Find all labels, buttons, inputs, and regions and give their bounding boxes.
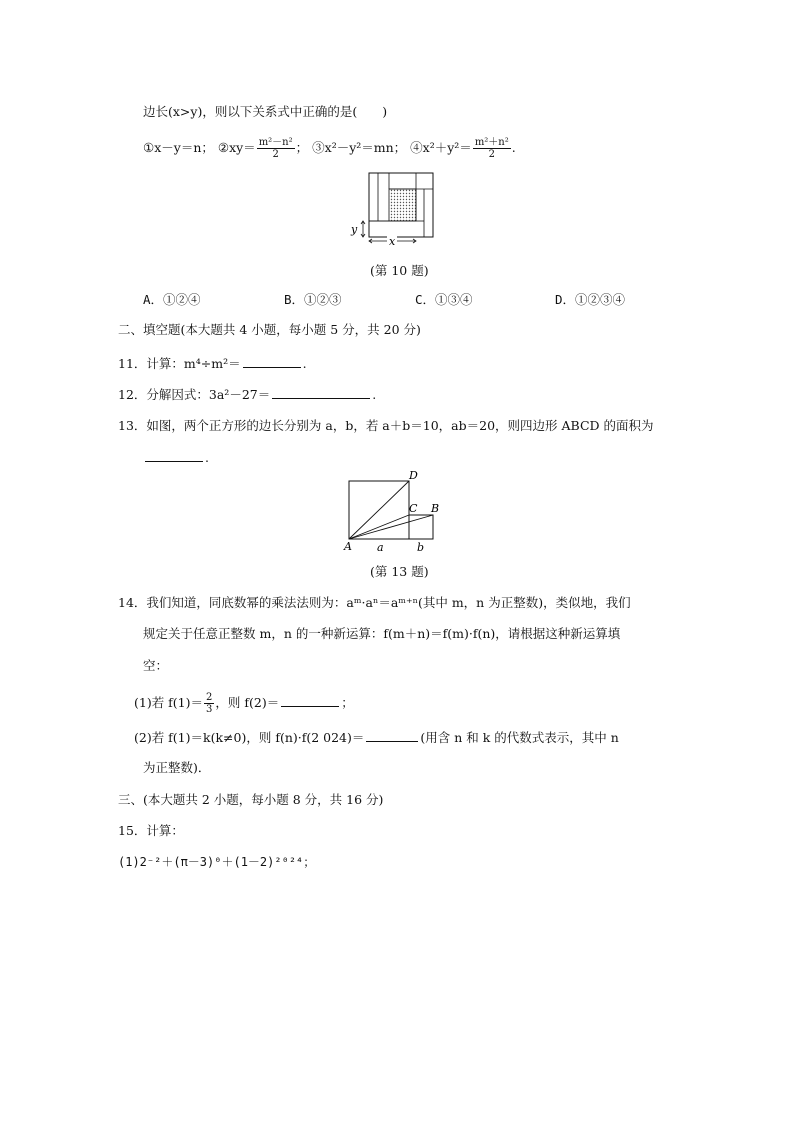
option-a: A．①②④ <box>143 292 201 307</box>
relation-2-fraction <box>257 137 295 160</box>
q15-stem: 15．计算： <box>118 823 184 838</box>
q14-p1-denominator: 3 <box>206 704 213 715</box>
q14-line2: 规定关于任意正整数 m，n 的一种新运算：f(m＋n)＝f(m)·f(n)，请根据这种新运算填 <box>143 626 621 641</box>
relation-4-lead: ④x²＋y²＝ <box>410 140 472 155</box>
section-3-heading: 三、(本大题共 2 小题，每小题 8 分，共 16 分) <box>118 792 384 807</box>
relation-2-lead: ②xy＝ <box>217 140 256 155</box>
q11-end: . <box>302 356 307 371</box>
q14-part2-line2: 为正整数)． <box>143 760 211 775</box>
q14-line1: 14．我们知道，同底数幂的乘法法则为：aᵐ·aⁿ＝aᵐ⁺ⁿ(其中 m，n 为正整数)，类似地，我们 <box>118 595 631 610</box>
label-C: C <box>409 502 418 515</box>
q14-p1-fraction <box>204 692 214 715</box>
q14-p2-lead: (2)若 f(1)＝k(k≠0)，则 f(n)·f(2 024)＝ <box>134 730 365 745</box>
q12-answer-blank <box>272 386 370 399</box>
q14-line3: 空： <box>143 658 169 673</box>
q15-part1: (1)2⁻²＋(π－3)⁰＋(1－2)²⁰²⁴； <box>118 855 316 869</box>
q10-relations <box>143 137 516 160</box>
option-d: D．①②③④ <box>555 292 626 307</box>
q11-answer-blank <box>243 355 301 368</box>
option-c: C．①③④ <box>415 292 473 307</box>
q12-end: . <box>372 387 377 402</box>
q14-p2-tail: (用含 n 和 k 的代数式表示，其中 n <box>420 730 619 745</box>
q11 <box>118 355 307 372</box>
relation-3: ③x²－y²＝mn； <box>312 140 407 155</box>
q13-end: . <box>205 450 209 465</box>
q13-answer-blank <box>145 449 203 462</box>
q14-part1 <box>134 692 354 715</box>
relation-1: ①x－y＝n； <box>143 140 214 155</box>
label-x: x <box>389 235 396 248</box>
q14-p1-answer-blank <box>281 694 339 707</box>
q14-p2-answer-blank <box>366 729 418 742</box>
section-2-heading: 二、填空题(本大题共 4 小题，每小题 5 分，共 20 分) <box>118 322 421 337</box>
label-D: D <box>409 470 418 482</box>
q14-p1-mid: ，则 f(2)＝ <box>215 695 280 710</box>
q10-figure <box>345 168 445 248</box>
q13-caption: (第 13 题) <box>370 564 429 579</box>
label-b: b <box>417 541 425 554</box>
label-a: a <box>377 541 384 554</box>
relation-4-denominator: 2 <box>488 149 495 160</box>
q14-part2 <box>134 729 619 746</box>
q13-line1: 13．如图，两个正方形的边长分别为 a，b，若 a＋b＝10，ab＝20，则四边形 ABCD 的面积为 <box>118 418 654 433</box>
label-y: y <box>351 223 358 236</box>
q13-figure <box>340 470 450 558</box>
q11-text: 11．计算：m⁴÷m²＝ <box>118 356 241 371</box>
relation-4-fraction <box>473 137 511 160</box>
q13-line2 <box>143 449 209 466</box>
label-A: A <box>344 540 352 553</box>
q10-caption: (第 10 题) <box>370 263 429 278</box>
shaded-square <box>389 189 416 221</box>
option-b: B．①②③ <box>284 292 342 307</box>
q12 <box>118 386 376 403</box>
label-B: B <box>431 502 440 515</box>
relation-2-numerator: m²－n² <box>258 137 293 148</box>
relation-4-end: . <box>511 140 516 155</box>
q14-p1-numerator: 2 <box>206 692 213 703</box>
q12-text: 12．分解因式：3a²－27＝ <box>118 387 271 402</box>
q10-stem-tail: 边长(x>y)，则以下关系式中正确的是( ) <box>143 104 388 119</box>
relation-2-sep: ； <box>295 140 309 155</box>
relation-2-denominator: 2 <box>272 149 279 160</box>
relation-4-numerator: m²＋n² <box>474 137 509 148</box>
q14-p1-lead: (1)若 f(1)＝ <box>134 695 204 710</box>
q14-p1-end: ； <box>341 695 354 710</box>
